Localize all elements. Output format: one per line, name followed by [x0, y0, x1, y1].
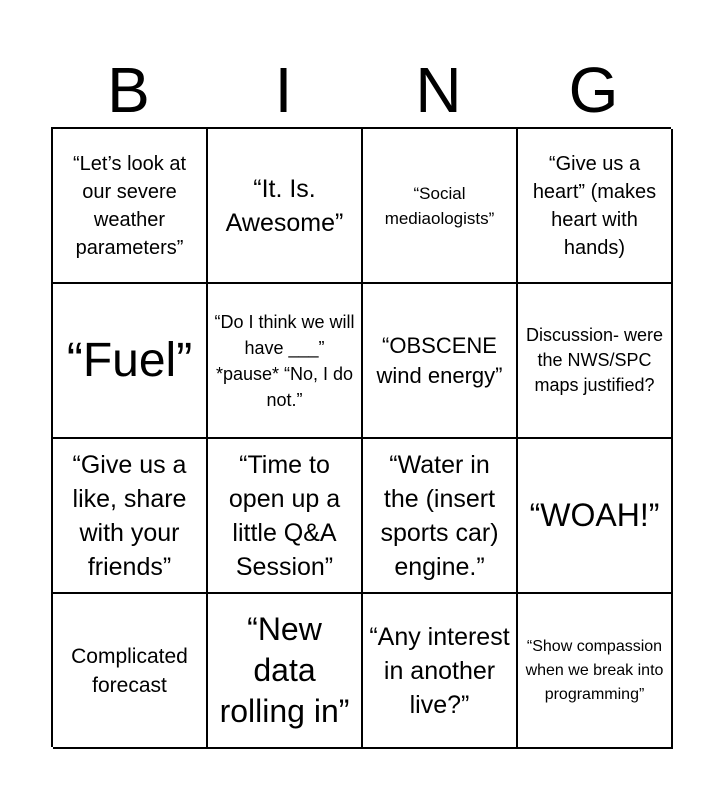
bingo-cell[interactable] [363, 129, 518, 284]
cell-text: “Show compassion when we break into programming” [525, 637, 664, 703]
bingo-cell[interactable] [363, 284, 518, 439]
bingo-cell[interactable] [518, 594, 673, 749]
cell-text: Discussion- were the NWS/SPC maps justified? [525, 325, 664, 395]
bingo-cell[interactable] [53, 129, 208, 284]
bingo-cell[interactable] [208, 439, 363, 594]
bingo-cell[interactable] [208, 284, 363, 439]
bingo-cell[interactable] [518, 129, 673, 284]
cell-text: “Give us a like, share with your friends” [72, 450, 187, 581]
cell-text: “It. Is. Awesome” [225, 174, 344, 237]
header-letter-g: G [568, 54, 619, 126]
cell-text: “Give us a heart” (makes heart with hands) [532, 152, 657, 259]
cell-text: Complicated forecast [71, 644, 188, 697]
bingo-cell[interactable] [518, 439, 673, 594]
bingo-cell[interactable] [53, 439, 208, 594]
bingo-cell[interactable] [53, 594, 208, 749]
header-letter-b: B [107, 54, 150, 126]
cell-text: “Fuel” [66, 333, 193, 387]
cell-text: “Let’s look at our severe weather parameters” [72, 152, 187, 259]
cell-text: “Social mediaologists” [384, 183, 495, 228]
cell-text: “New data rolling in” [219, 611, 350, 729]
bingo-cell[interactable] [208, 594, 363, 749]
cell-text: “Time to open up a little Q&A Session” [228, 450, 341, 581]
bingo-cell[interactable] [363, 439, 518, 594]
cell-text: “WOAH!” [529, 497, 660, 533]
bingo-cell[interactable] [363, 594, 518, 749]
cell-text: “Any interest in another live?” [369, 622, 510, 719]
cell-text: “Water in the (insert sports car) engine.” [380, 450, 499, 581]
bingo-grid [51, 127, 671, 747]
bingo-header [51, 52, 671, 128]
bingo-cell[interactable] [208, 129, 363, 284]
header-letter-i: I [274, 54, 293, 126]
bingo-cell[interactable] [53, 284, 208, 439]
cell-text: “OBSCENE wind energy” [376, 332, 503, 388]
bingo-cell[interactable] [518, 284, 673, 439]
cell-text: “Do I think we will have ___” *pause* “No, I do not.” [214, 311, 355, 410]
header-letter-n: N [415, 54, 462, 126]
